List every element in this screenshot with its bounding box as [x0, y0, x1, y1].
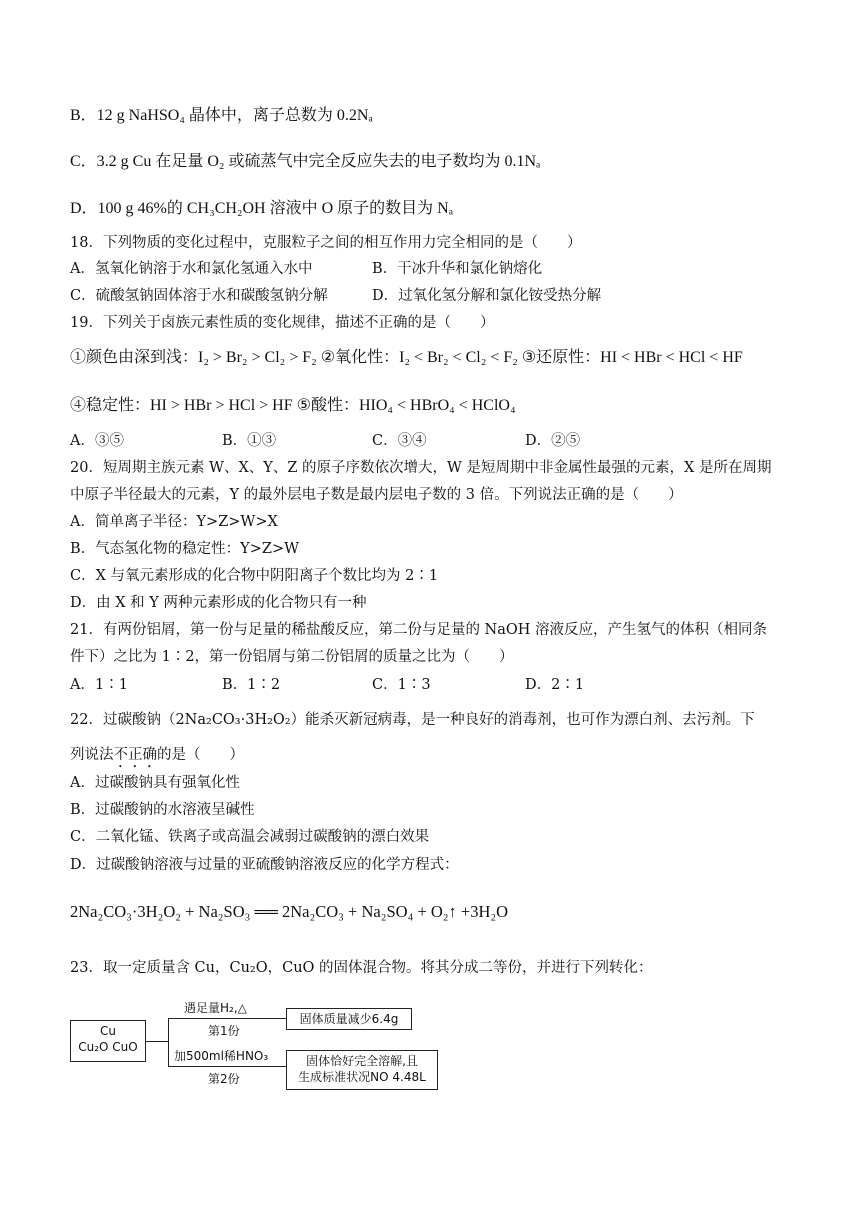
lower-condition: 加500ml稀HNO₃: [174, 1049, 269, 1063]
q22-emphasis-not-correct: 不正确: [113, 747, 157, 763]
q21-option-b: B．1∶2: [222, 677, 281, 693]
q20-option-a: A．简单离子半径：Y>Z>W>X: [70, 514, 278, 530]
upper-portion-label: 第1份: [208, 1024, 240, 1038]
q23-flow-diagram: [68, 996, 448, 1106]
q18-stem: 18．下列物质的变化过程中，克服粒子之间的相互作用力完全相同的是（ ）: [70, 235, 582, 251]
q19-statements-1: ①颜色由深到浅：I₂ > Br₂ > Cl₂ > F₂ ②氧化性：I₂ < Br₂ < Cl₂ < F₂ ③还原性：HI < HBr < HCl < HF: [70, 349, 743, 366]
mixture-box: [70, 1020, 146, 1062]
lower-portion-label: 第2份: [208, 1072, 240, 1086]
q19-option-a: A．③⑤: [70, 433, 124, 449]
q21-option-d: D．2∶1: [525, 677, 585, 693]
q19-stem: 19．下列关于卤族元素性质的变化规律，描述不正确的是（ ）: [70, 315, 495, 331]
upper-result-box: 固体质量减少6.4g: [286, 1008, 412, 1030]
q23-stem: 23．取一定质量含 Cu，Cu₂O，CuO 的固体混合物。将其分成二等份，并进行下列转化：: [70, 960, 653, 976]
q22-stem-suffix: 的是（ ）: [157, 747, 244, 763]
q18-options-row2: [70, 286, 790, 306]
q18-option-b: B．干冰升华和氯化钠熔化: [372, 261, 543, 277]
connector-upper: [168, 1018, 286, 1019]
q20-stem-line1: 20．短周期主族元素 W、X、Y、Z 的原子序数依次增大，W 是短周期中非金属性最强的元素，X 是所在周期: [70, 460, 772, 476]
q21-stem-line2: 件下）之比为 1∶2，第一份铝屑与第二份铝屑的质量之比为（ ）: [70, 649, 514, 665]
q22-option-c: C．二氧化锰、铁离子或高温会减弱过碳酸钠的漂白效果: [70, 829, 430, 845]
q19-option-d: D．②⑤: [525, 433, 581, 449]
q19-option-c: C．③④: [372, 433, 427, 449]
q22-option-b: B．过碳酸钠的水溶液呈碱性: [70, 802, 255, 818]
connector-branch: [168, 1018, 169, 1066]
q22-stem-line2: [70, 745, 244, 771]
q22-option-a: A．过碳酸钠具有强氧化性: [70, 775, 240, 791]
q22-stem-prefix: 列说法: [70, 747, 114, 763]
lower-result-box: [286, 1050, 438, 1090]
q21-options: [70, 675, 790, 695]
upper-condition: 遇足量H₂,△: [184, 1001, 247, 1015]
q17-option-d: D．100 g 46%的 CH₃CH₂OH 溶液中 O 原子的数目为 Nₐ: [70, 200, 454, 217]
q17-option-b: B．12 g NaHSO₄ 晶体中，离子总数为 0.2Nₐ: [70, 107, 373, 124]
mixture-box-line2: Cu₂O CuO: [78, 1040, 138, 1054]
q21-option-c: C．1∶3: [372, 677, 431, 693]
q21-option-a: A．1∶1: [70, 677, 128, 693]
q19-statements-2: ④稳定性：HI > HBr > HCl > HF ⑤酸性：HIO₄ < HBrO₄ < HClO₄: [70, 397, 516, 414]
mixture-box-line1: Cu: [100, 1024, 116, 1038]
q18-options-row1: [70, 259, 790, 279]
q20-option-c: C．X 与氧元素形成的化合物中阴阳离子个数比均为 2∶1: [70, 568, 439, 584]
q22-option-d: D．过碳酸钠溶液与过量的亚硫酸钠溶液反应的化学方程式：: [70, 857, 459, 873]
q22-equation: 2Na₂CO₃·3H₂O₂ + Na₂SO₃ ══ 2Na₂CO₃ + Na₂SO₄ + O₂↑ +3H₂O: [70, 902, 509, 921]
q17-option-c: C．3.2 g Cu 在足量 O₂ 或硫蒸气中完全反应失去的电子数均为 0.1Nₐ: [70, 153, 541, 170]
q19-option-b: B．①③: [222, 433, 277, 449]
lower-result-line1: 固体恰好完全溶解,且: [306, 1054, 418, 1068]
q18-option-a: A．氢氧化钠溶于水和氯化氢通入水中: [70, 261, 313, 277]
q19-options: [70, 431, 790, 451]
connector-lower: [168, 1066, 286, 1067]
lower-result-line2: 生成标准状况NO 4.48L: [298, 1070, 426, 1084]
q22-stem-line1: 22．过碳酸钠（2Na₂CO₃·3H₂O₂）能杀灭新冠病毒，是一种良好的消毒剂，也可作为漂白剂、去污剂。下: [70, 712, 755, 728]
q20-stem-line2: 中原子半径最大的元素，Y 的最外层电子数是最内层电子数的 3 倍。下列说法正确的是（ ）: [70, 487, 683, 503]
q18-option-c: C．硫酸氢钠固体溶于水和碳酸氢钠分解: [70, 288, 328, 304]
q20-option-b: B．气态氢化物的稳定性：Y>Z>W: [70, 541, 300, 557]
connector-main: [146, 1041, 168, 1042]
q18-option-d: D．过氧化氢分解和氯化铵受热分解: [372, 288, 602, 304]
q20-option-d: D．由 X 和 Y 两种元素形成的化合物只有一种: [70, 595, 367, 611]
q21-stem-line1: 21．有两份铝屑，第一份与足量的稀盐酸反应，第二份与足量的 NaOH 溶液反应，产生氢气的体积（相同条: [70, 622, 768, 638]
